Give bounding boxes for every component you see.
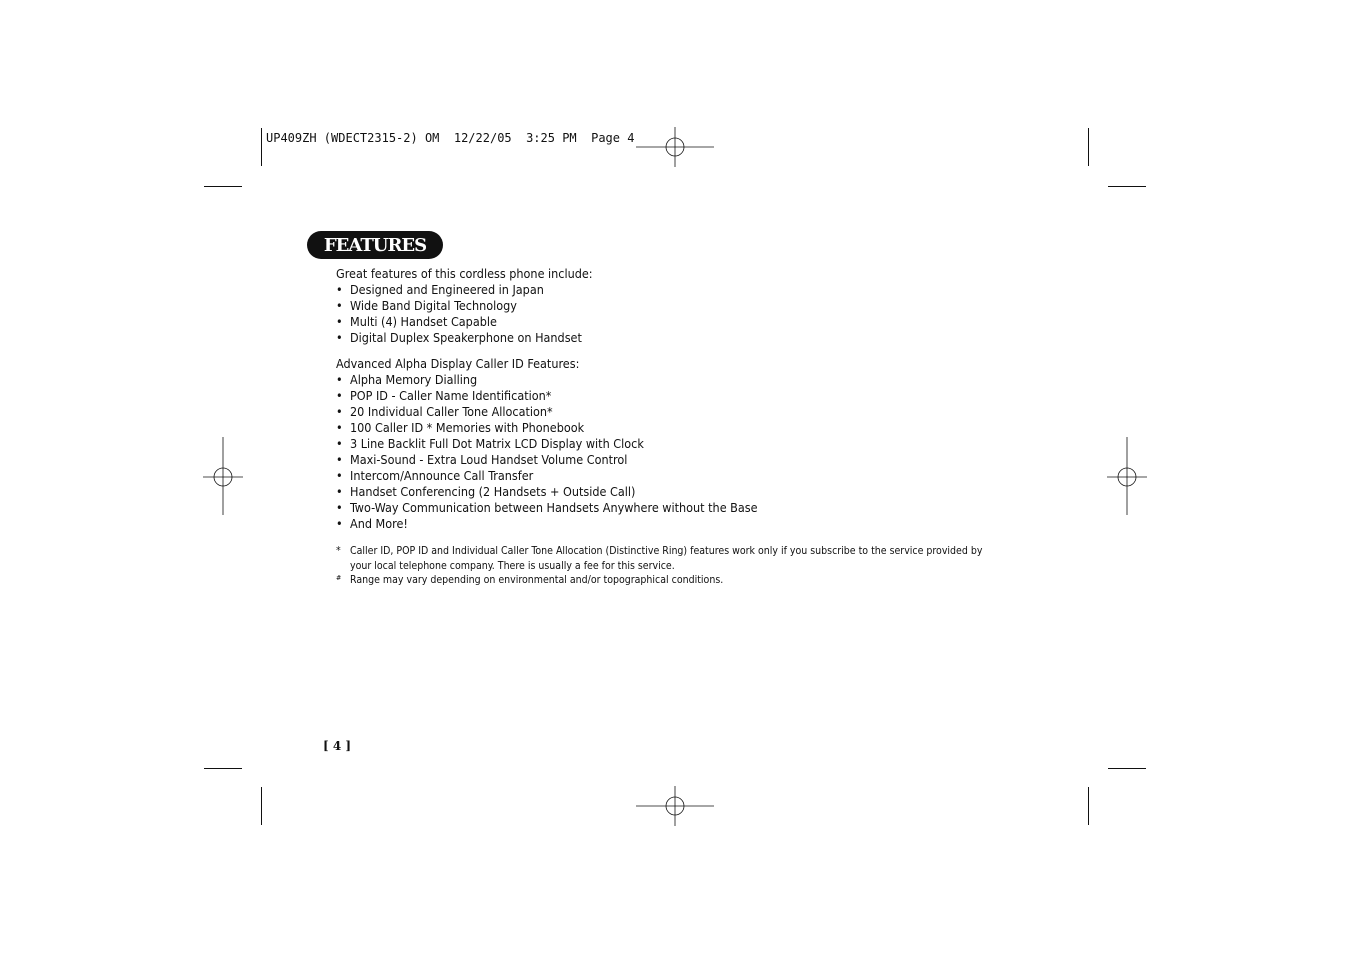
registration-mark-icon: [636, 786, 714, 826]
list-item: • Alpha Memory Dialling: [336, 372, 478, 387]
bullet-icon: •: [336, 516, 343, 531]
bullet-icon: •: [336, 404, 343, 419]
bullet-icon: •: [336, 436, 343, 451]
feature-list: [336, 282, 996, 346]
bullet-icon: •: [336, 298, 343, 313]
footnote-text: Caller ID, POP ID and Individual Caller Tone Allocation (Distinctive Ring) features work only if you subscribe to the service provided by your local telephone company. There is usually a fee for this service.: [350, 545, 983, 572]
bullet-icon: •: [336, 452, 343, 467]
bullet-icon: •: [336, 500, 343, 515]
bullet-icon: •: [336, 282, 343, 297]
footnote-mark: #: [336, 574, 342, 582]
list-item: • Multi (4) Handset Capable: [336, 314, 497, 329]
print-slug: UP409ZH (WDECT2315-2) OM 12/22/05 3:25 PM Page 4: [266, 131, 635, 145]
crop-mark: [1088, 128, 1089, 166]
registration-mark-icon: [636, 127, 714, 167]
registration-mark-icon: [1107, 437, 1147, 515]
bullet-icon: •: [336, 388, 343, 403]
crop-mark: [261, 128, 262, 166]
crop-mark: [1088, 787, 1089, 825]
features-content: [336, 266, 996, 588]
feature-list: [336, 372, 996, 532]
crop-mark: [1108, 768, 1146, 769]
crop-mark: [1108, 186, 1146, 187]
list-item: • And More!: [336, 516, 408, 531]
bullet-icon: •: [336, 314, 343, 329]
footnote-text: Range may vary depending on environmental and/or topographical conditions.: [350, 574, 724, 586]
list-item: • Designed and Engineered in Japan: [336, 282, 544, 297]
list-item: • Two-Way Communication between Handsets Anywhere without the Base: [336, 500, 758, 515]
section-title: FEATURES: [307, 231, 443, 259]
list-item: • Maxi-Sound - Extra Loud Handset Volume Control: [336, 452, 628, 467]
page-number: [ 4 ]: [323, 739, 352, 753]
bullet-icon: •: [336, 484, 343, 499]
bullet-icon: •: [336, 330, 343, 345]
list-item: • 100 Caller ID * Memories with Phonebook: [336, 420, 585, 435]
group-intro: Advanced Alpha Display Caller ID Features:: [336, 356, 580, 371]
feature-group: [336, 356, 996, 532]
list-item: • Handset Conferencing (2 Handsets + Outside Call): [336, 484, 636, 499]
list-item: • Intercom/Announce Call Transfer: [336, 468, 534, 483]
crop-mark: [204, 768, 242, 769]
crop-mark: [204, 186, 242, 187]
registration-mark-icon: [203, 437, 243, 515]
bullet-icon: •: [336, 468, 343, 483]
bullet-icon: •: [336, 372, 343, 387]
footnote-mark: *: [336, 545, 341, 557]
footnote: [336, 573, 996, 588]
group-intro: Great features of this cordless phone include:: [336, 266, 593, 281]
list-item: • Wide Band Digital Technology: [336, 298, 517, 313]
list-item: • POP ID - Caller Name Identification*: [336, 388, 552, 403]
bullet-icon: •: [336, 420, 343, 435]
crop-mark: [261, 787, 262, 825]
feature-group: [336, 266, 996, 346]
list-item: • 3 Line Backlit Full Dot Matrix LCD Display with Clock: [336, 436, 644, 451]
list-item: • 20 Individual Caller Tone Allocation*: [336, 404, 553, 419]
footnotes: [336, 544, 996, 588]
footnote: [336, 544, 996, 573]
list-item: • Digital Duplex Speakerphone on Handset: [336, 330, 582, 345]
